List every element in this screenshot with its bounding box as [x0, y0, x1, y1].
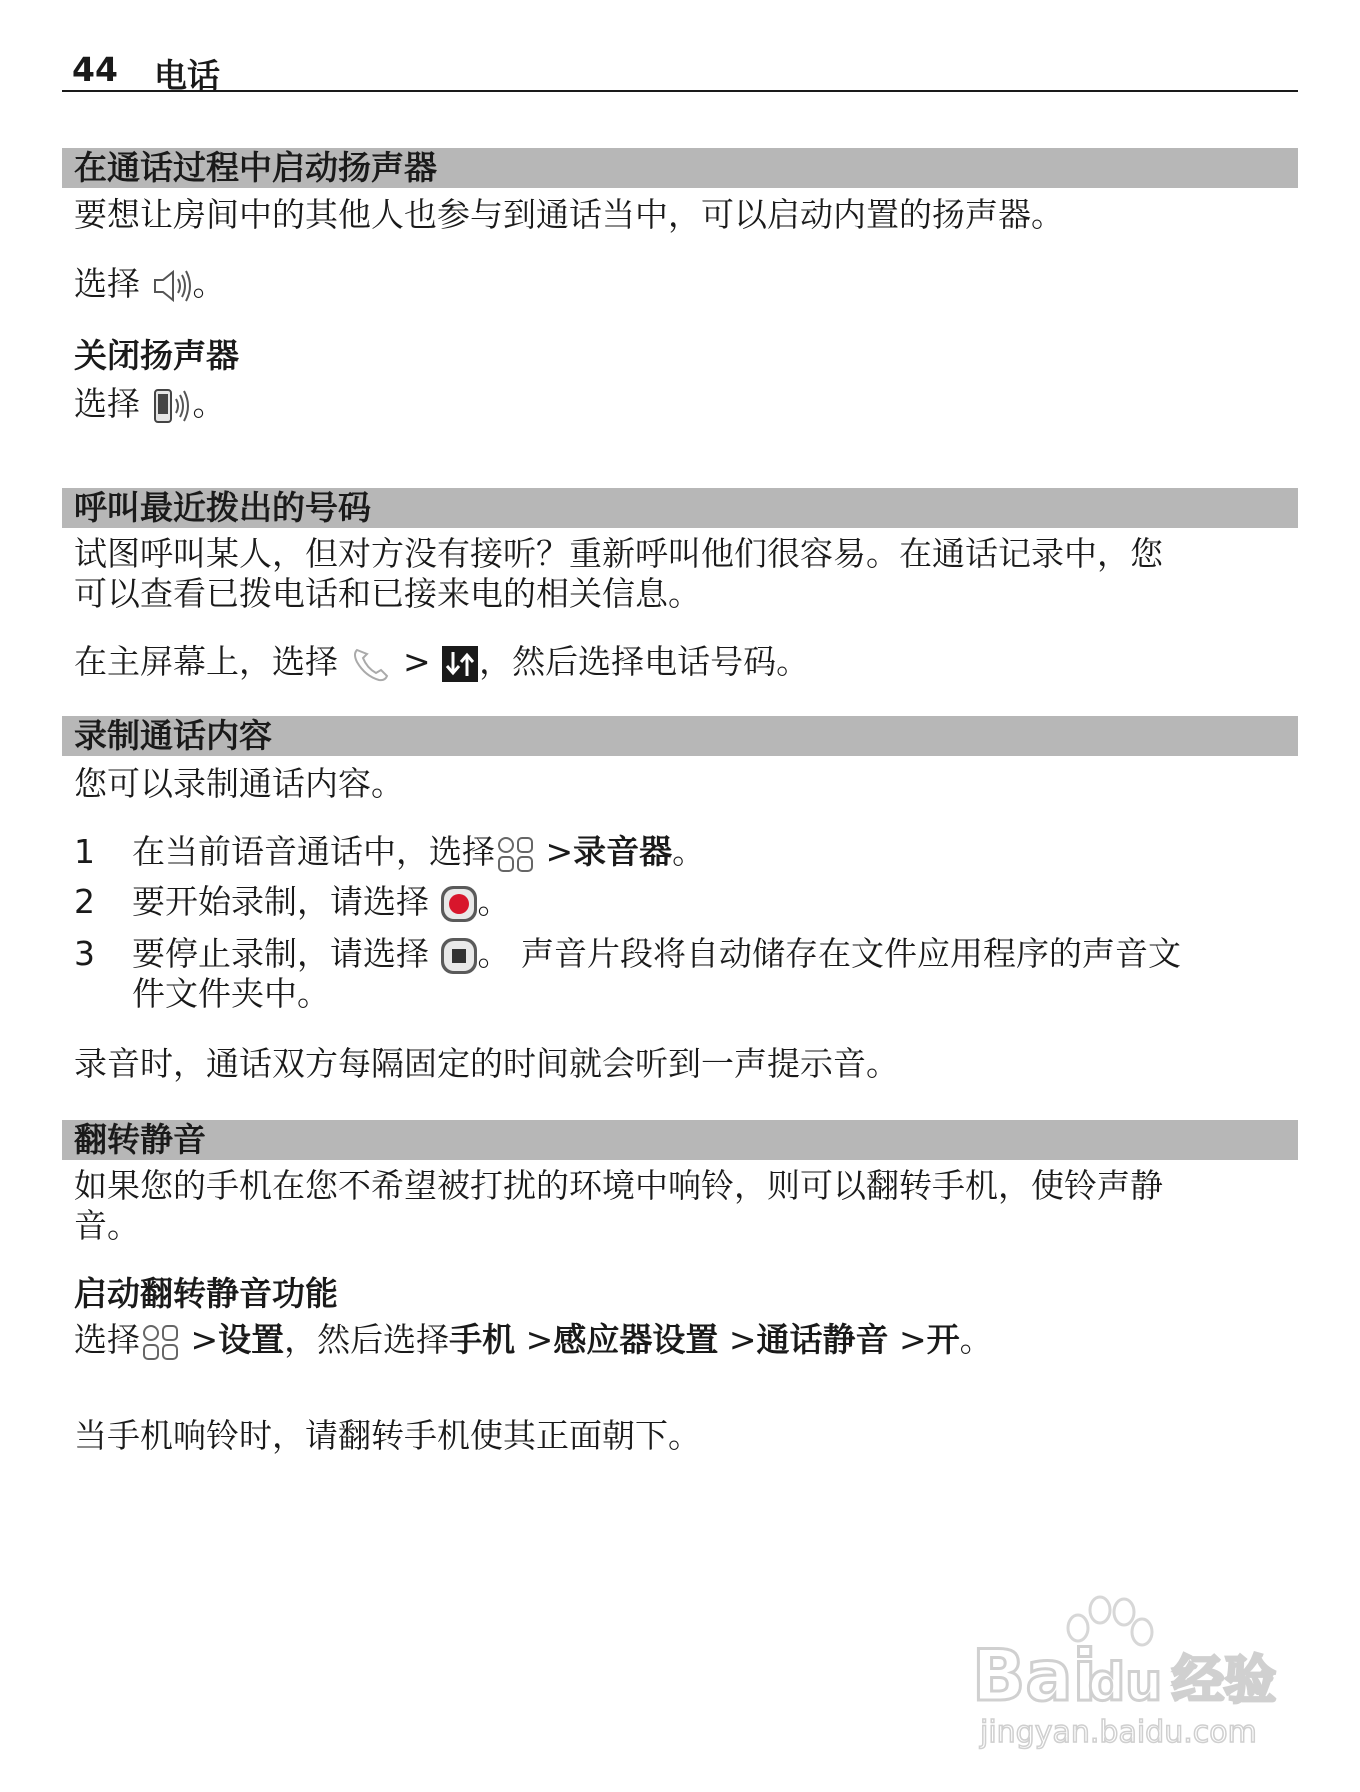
- watermark-brand: Bai: [972, 1635, 1097, 1717]
- page-number: 44: [72, 50, 118, 89]
- call-log-icon: [441, 644, 479, 684]
- phone-icon: [349, 644, 393, 684]
- redial-body-line1: 试图呼叫某人，但对方没有接听？重新呼叫他们很容易。在通话记录中，您: [74, 534, 1163, 573]
- record-note: 录音时，通话双方每隔固定的时间就会听到一声提示音。: [74, 1044, 899, 1083]
- baidu-paw-logo-icon: [960, 1580, 1300, 1760]
- watermark-cn: 经验: [1172, 1651, 1277, 1711]
- menu-grid-icon: [140, 1322, 180, 1362]
- baidu-jingyan-watermark: [960, 1580, 1300, 1760]
- speaker-on-body: 要想让房间中的其他人也参与到通话当中，可以启动内置的扬声器。: [74, 195, 1064, 234]
- section-redial-title: 呼叫最近拨出的号码: [62, 488, 1298, 528]
- watermark-brand-2: du: [1088, 1653, 1163, 1713]
- speaker-off-title: 关闭扬声器: [74, 336, 239, 375]
- handset-speaker-icon: [151, 386, 193, 426]
- record-step-1: 在当前语音通话中，选择 >录音器。: [132, 832, 705, 874]
- step-number: 3: [74, 934, 95, 973]
- record-button-icon: [440, 885, 478, 923]
- flip-mute-path: 选择 >设置，然后选择手机 >感应器设置 >通话静音 >开。: [74, 1320, 993, 1362]
- speaker-on-instruction: 选择 。: [74, 264, 226, 306]
- redial-instruction: 在主屏幕上，选择 > ，然后选择电话号码。: [74, 642, 809, 684]
- flip-mute-note: 当手机响铃时，请翻转手机使其正面朝下。: [74, 1416, 701, 1455]
- record-step-3-line2: 件文件夹中。: [132, 974, 330, 1013]
- record-step-2: 要开始录制，请选择 。: [132, 882, 511, 921]
- step-number: 1: [74, 832, 95, 871]
- chapter-title: 电话: [154, 56, 220, 95]
- stop-button-icon: [440, 937, 478, 975]
- speaker-icon: [151, 266, 193, 306]
- flip-mute-body-line2: 音。: [74, 1206, 140, 1245]
- record-intro: 您可以录制通话内容。: [74, 764, 404, 803]
- speaker-off-instruction: 选择 。: [74, 384, 226, 426]
- running-head: [62, 48, 1298, 95]
- record-step-3: 要停止录制，请选择 。 声音片段将自动储存在文件应用程序的声音文: [132, 934, 1181, 973]
- menu-grid-icon: [495, 834, 535, 874]
- flip-mute-subtitle: 启动翻转静音功能: [74, 1274, 338, 1313]
- watermark-url: jingyan.baidu.com: [980, 1715, 1257, 1750]
- section-record-title: 录制通话内容: [62, 716, 1298, 756]
- redial-body-line2: 可以查看已拨电话和已接来电的相关信息。: [74, 574, 701, 613]
- flip-mute-body-line1: 如果您的手机在您不希望被打扰的环境中响铃，则可以翻转手机，使铃声静: [74, 1166, 1163, 1205]
- step-number: 2: [74, 882, 95, 921]
- section-flip-mute-title: 翻转静音: [62, 1120, 1298, 1160]
- section-speaker-on-title: 在通话过程中启动扬声器: [62, 148, 1298, 188]
